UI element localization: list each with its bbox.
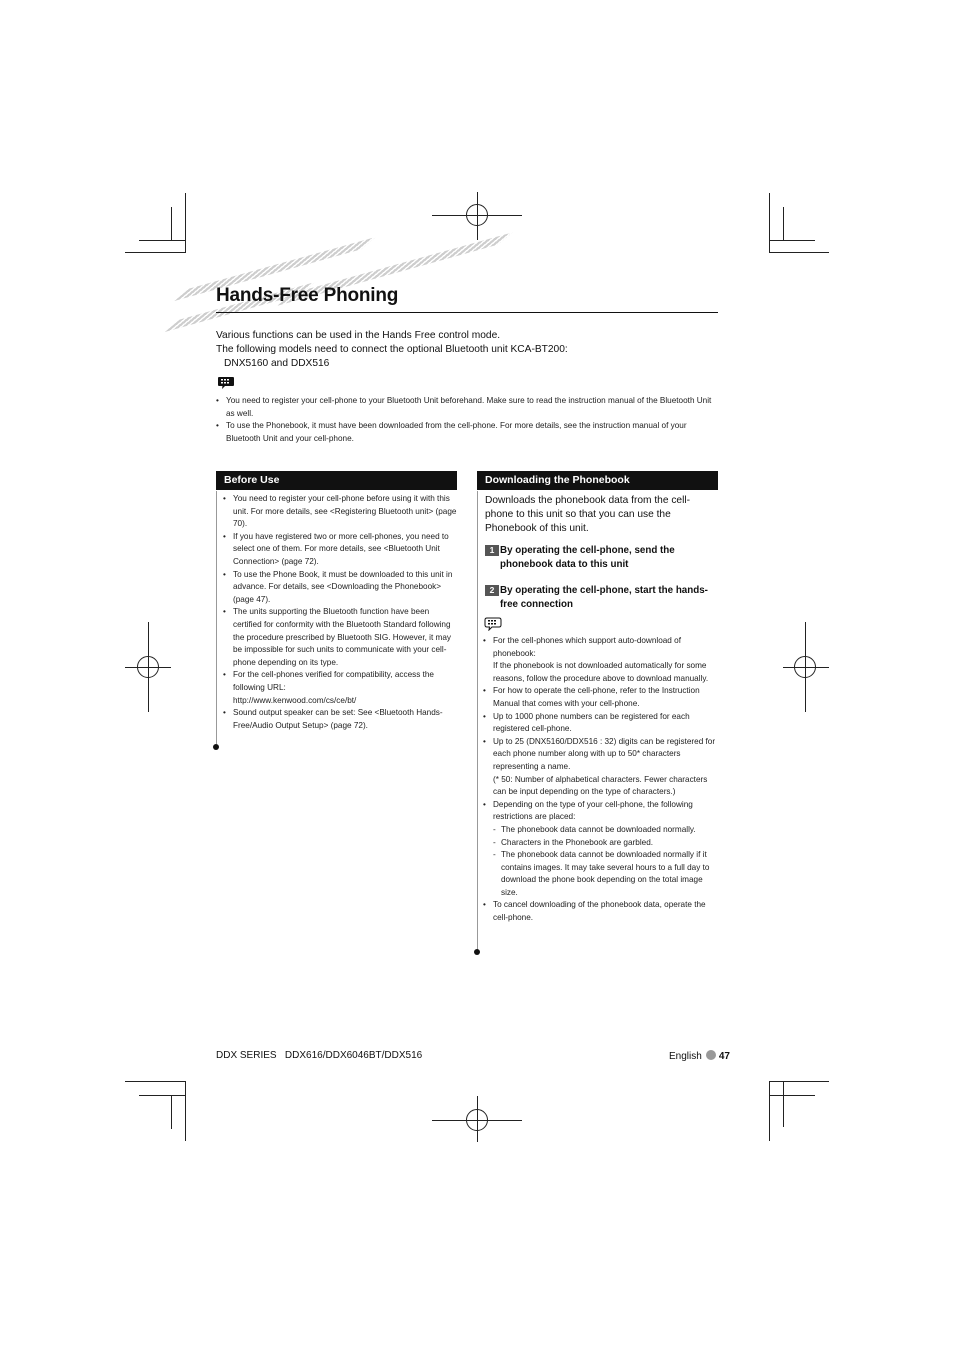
crop-mark [171,207,172,241]
top-notes [216,395,716,445]
intro-line: The following models need to connect the optional Bluetooth unit KCA-BT200: [216,344,568,355]
crop-mark [125,252,185,253]
section-heading-before-use: Before Use [216,471,457,490]
step-text: By operating the cell-phone, send the phonebook data to this unit [500,545,675,570]
note-item: • You need to register your cell-phone to your Bluetooth Unit beforehand. Make sure to read the instruction manual of the Bluetooth Unit as well. [216,395,716,420]
footer-models [216,1050,422,1061]
note-icon [217,376,235,390]
note-item: • Up to 1000 phone numbers can be registered for each registered cell-phone. [483,711,718,736]
note-item: • For how to operate the cell-phone, refer to the Instruction Manual that comes with your cell-phone. [483,685,718,710]
section-heading-downloading: Downloading the Phonebook [477,471,718,490]
step-2 [485,584,717,612]
list-item: • For the cell-phones verified for compatibility, access the following URL: http://www.kenwood.com/cs/ce/bt/ [223,669,458,707]
note-item [483,635,718,685]
crop-mark [783,1081,784,1127]
note-item [483,799,718,900]
sub-item: - The phonebook data cannot be downloaded normally if it contains images. It may take several hours to a full day to download the phone book depending on the total image size. [493,849,718,899]
crop-mark [139,1095,185,1096]
circle-icon [706,1050,716,1060]
before-use-column [216,491,458,744]
list-item: • Sound output speaker can be set: See <Bluetooth Hands-Free/Audio Output Setup> (page 72). [223,707,458,732]
step-1 [485,544,717,572]
downloading-notes [477,633,718,925]
crop-mark [125,1081,185,1082]
intro-text [216,329,568,371]
note-item: • To cancel downloading of the phonebook data, operate the cell-phone. [483,899,718,924]
crop-mark [769,1081,829,1082]
list-item: • You need to register your cell-phone before using it with this unit. For more details, see <Registering Bluetooth unit> (page 70). [223,493,458,531]
step-number: 1 [485,545,499,556]
registration-circle [794,656,816,678]
footer-model-list: DDX616/DDX6046BT/DDX516 [284,1050,423,1061]
note-item: • To use the Phonebook, it must have been downloaded from the cell-phone. For more details, see the instruction manual of your Bluetooth Unit and your cell-phone. [216,420,716,445]
crop-mark [769,1081,770,1141]
crop-mark [185,1081,186,1141]
footer-page [669,1050,730,1062]
note-item [483,736,718,799]
list-item: • The units supporting the Bluetooth function have been certified for conformity with the Bluetooth Standard following the procedure prescribed by Bluetooth SIG. However, it may be impossible for such units to communicate with your cell-phone depending on its type. [223,606,458,669]
title-rule [216,312,718,313]
crop-mark [185,193,186,253]
registration-circle [466,204,488,226]
crop-mark [783,207,784,241]
note-icon [484,617,502,631]
intro-models: DNX5160 and DDX516 [224,358,330,369]
sub-item: - The phonebook data cannot be downloaded normally. [493,824,718,837]
downloading-intro: Downloads the phonebook data from the cell-phone to this unit so that you can use the Phonebook of this unit. [485,495,691,534]
crop-mark [769,240,815,241]
crop-mark [171,1095,172,1129]
list-item: • If you have registered two or more cell-phones, you need to select one of them. For more details, see <Bluetooth Unit Connection> (page 72). [223,531,458,569]
note-text: • Depending on the type of your cell-phone, the following restrictions are placed: [493,799,693,822]
column-end-dot [474,949,480,955]
crop-mark [139,240,185,241]
crop-mark [769,252,829,253]
sub-item: - Characters in the Phonebook are garbled. [493,837,718,850]
step-number: 2 [485,585,499,596]
registration-circle [466,1109,488,1131]
crop-mark [769,1095,815,1096]
note-text: (* 50: Number of alphabetical characters. Fewer characters can be input depending on the type of characters.) [493,774,708,797]
list-item: • To use the Phone Book, it must be downloaded to this unit in advance. For details, see <Downloading the Phonebook> (page 47). [223,569,458,607]
page-title: Hands-Free Phoning [216,285,399,306]
crop-mark [769,193,770,253]
intro-line: Various functions can be used in the Hands Free control mode. [216,330,501,341]
note-text: If the phonebook is not downloaded automatically for some reasons, follow the procedure above to download manually. [493,661,709,683]
column-end-dot [213,744,219,750]
step-text: By operating the cell-phone, start the hands-free connection [500,585,708,610]
footer-series: DDX SERIES [216,1050,277,1061]
footer-language: English [669,1051,702,1062]
page-number: 47 [718,1051,730,1062]
registration-circle [137,656,159,678]
note-text: • Up to 25 (DNX5160/DDX516 : 32) digits can be registered for each phone number along with up to 50* characters representing a name. [493,736,716,771]
note-text: • For the cell-phones which support auto-download of phonebook: [493,636,681,658]
